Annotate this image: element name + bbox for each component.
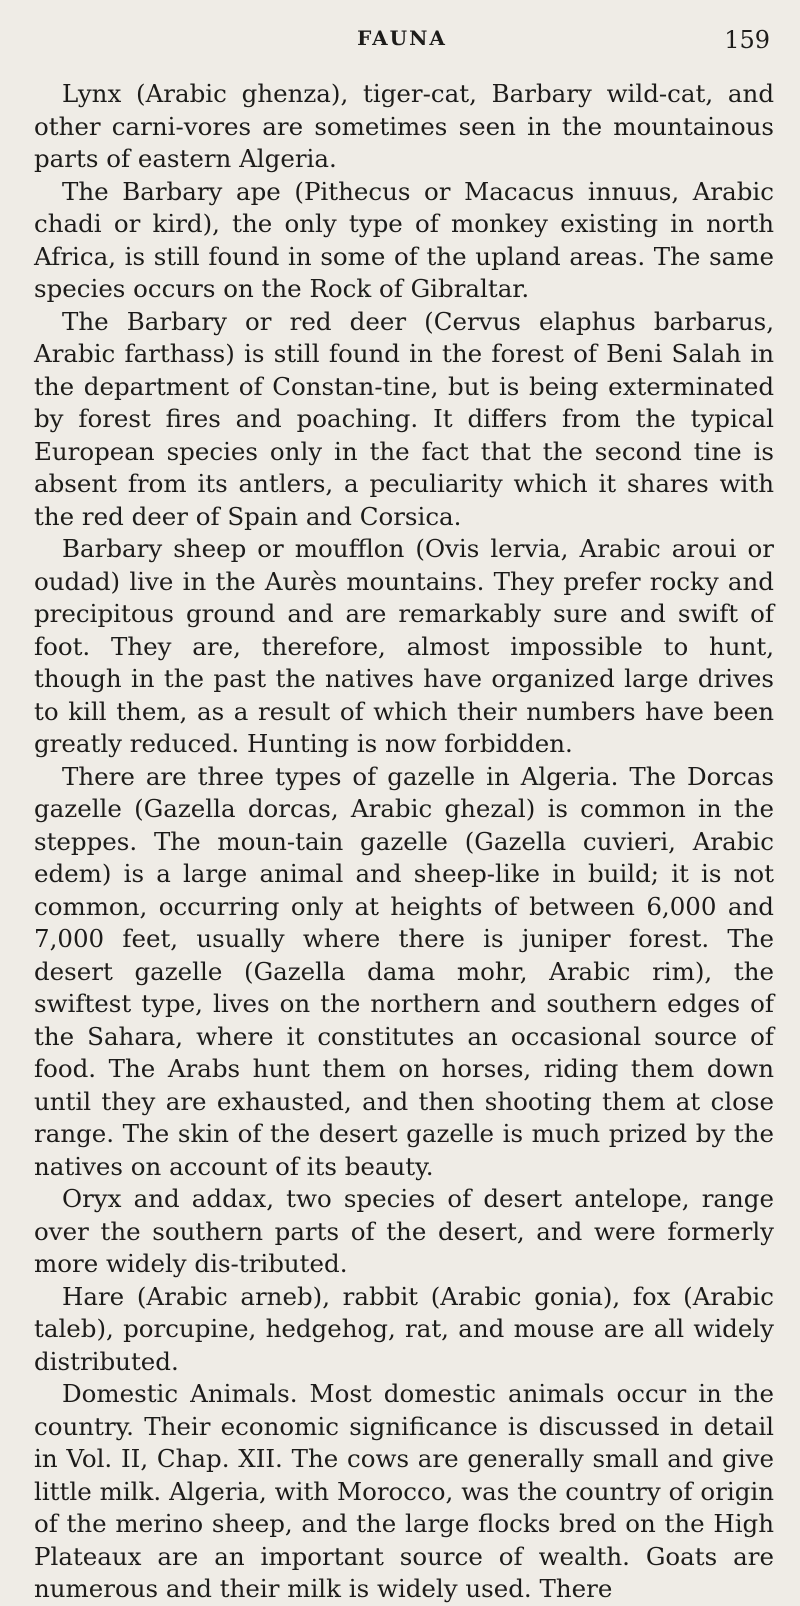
paragraph-barbary-ape: The Barbary ape (Pithecus or Macacus innuus, Arabic chadi or kird), the only type of monkey existing in north Africa, is still found in some of the upland areas. The same species occurs on the Rock of Gibraltar. — [34, 176, 774, 303]
page-number: 159 — [724, 26, 770, 54]
paragraph-domestic-animals: Domestic Animals. Most domestic animals occur in the country. Their economic significance is discussed in detail in Vol. II, Chap. XII. The cows are generally small and give little milk. Algeria, with Morocco, was the country of origin of the merino sheep, and the large flocks bred on the High Plateaux are an important source of wealth. Goats are numerous and their milk is widely used. There — [34, 1379, 774, 1603]
running-head-title: FAUNA — [357, 26, 447, 50]
paragraph-gazelle: There are three types of gazelle in Algeria. The Dorcas gazelle (Gazella dorcas, Arabic ghezal) is common in the steppes. The moun-tain gazelle (Gazella cuvieri, Arabic edem) is a large animal and sheep-like in build; it is not common, occurring only at heights of between 6,000 and 7,000 feet, usually where there is juniper forest. The desert gazelle (Gazella dama mohr, Arabic rim), the swiftest type, lives on the northern and southern edges of the Sahara, where it constitutes an occasional source of food. The Arabs hunt them on horses, riding them down until they are exhausted, and then shooting them at close range. The skin of the desert gazelle is much prized by the natives on account of its beauty. — [34, 761, 774, 1181]
paragraph-lynx: Lynx (Arabic ghenza), tiger-cat, Barbary wild-cat, and other carni-vores are sometimes seen in the mountainous parts of eastern Algeria. — [34, 79, 774, 173]
paragraph-small-mammals: Hare (Arabic arneb), rabbit (Arabic gonia), fox (Arabic taleb), porcupine, hedgehog, rat, and mouse are all widely distributed. — [34, 1281, 774, 1376]
paragraph-red-deer: The Barbary or red deer (Cervus elaphus barbarus, Arabic farthass) is still found in the forest of Beni Salah in the department of Constan-tine, but is being exterminated by forest fires and poaching. It differs from the typical European species only in the fact that the second tine is absent from its antlers, a peculiarity which it shares with the red deer of Spain and Corsica. — [34, 306, 774, 531]
paragraph-oryx-addax: Oryx and addax, two species of desert antelope, range over the southern parts of the desert, and were formerly more widely dis-tributed. — [34, 1184, 774, 1278]
paragraph-barbary-sheep: Barbary sheep or moufflon (Ovis lervia, Arabic aroui or oudad) live in the Aurès mountains. They prefer rocky and precipitous ground and are remarkably sure and swift of foot. They are, therefore, almost impossible to hunt, though in the past the natives have organized large drives to kill them, as a result of which their numbers have been greatly reduced. Hunting is now forbidden. — [34, 534, 774, 758]
body-text — [34, 78, 774, 1606]
running-head — [34, 26, 770, 56]
